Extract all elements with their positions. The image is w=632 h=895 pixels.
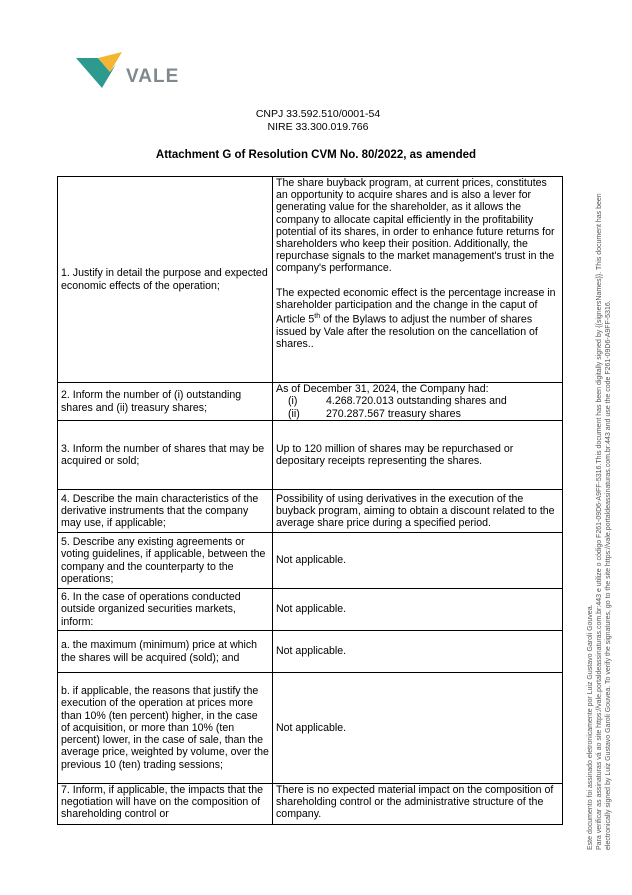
attachment-table [57,176,563,825]
signature-note: electronically signed by Luiz Gustavo Garoli Gouvea. To verify the signatures, go to the site https://vale.portaldeassinaturas.com.br:443 and use the code F261-09D6-A9FF-5316. [605,300,612,850]
table-row [58,631,563,673]
answer-cell: Possibility of using derivatives in the execution of the buyback program, aiming to obtain a discount related to the average share price during a specified period. [273,490,563,533]
answer-intro: As of December 31, 2024, the Company had: [276,383,489,396]
answer-cell: Not applicable. [273,533,563,589]
table-row [58,383,563,421]
table-row [58,589,563,631]
table-row [58,177,563,383]
question-cell: b. if applicable, the reasons that justify the execution of the operation at prices more than 10% (ten percent) higher, in the case of acquisition, or more than 10% (ten percent) lower, in the case of sale, than the average price, weighted by volume, over the previous 10 (ten) trading sessions; [58,673,273,784]
question-cell: 5. Describe any existing agreements or voting guidelines, if applicable, between the company and the counterparty to the operations; [58,533,273,589]
signature-note: Este documento foi assinado eletronicamente por Luiz Gustavo Garoli Gouvea. [587,604,594,850]
answer-cell [273,383,563,421]
logo-text: VALE [126,66,180,87]
list-item: (i) 4.268.720.013 outstanding shares and [288,395,507,408]
cnpj-line: CNPJ 33.592.510/0001-54 [255,108,381,120]
table-row [58,784,563,825]
table-row [58,421,563,490]
question-cell: 4. Describe the main characteristics of the derivative instruments that the company may use, if applicable; [58,490,273,533]
answer-cell [273,177,563,383]
question-cell: a. the maximum (minimum) price at which the shares will be acquired (sold); and [58,631,273,673]
document-title: Attachment G of Resolution CVM No. 80/2022, as amended [155,149,477,161]
nire-line: NIRE 33.300.019.766 [267,121,369,133]
question-cell: 3. Inform the number of shares that may be acquired or sold; [58,421,273,490]
list-item: (ii) 270.287.567 treasury shares [288,407,461,420]
answer-cell: Up to 120 million of shares may be repurchased or depositary receipts representing the shares. [273,421,563,490]
answer-paragraph: The share buyback program, at current prices, constitutes an opportunity to acquire shares and is also a lever for generating value for the shareholder, as it allows the company to allocate capital efficiently in the profitability potential of its shares, in order to enhance future returns for shareholders who keep their position. Additionally, the repurchase signals to the market management's trust in the company's performance. [276,177,555,275]
table-row [58,533,563,589]
answer-cell: Not applicable. [273,673,563,784]
question-cell: 1. Justify in detail the purpose and expected economic effects of the operation; [58,177,273,383]
table-row [58,673,563,784]
answer-cell: There is no expected material impact on the composition of shareholding control or the administrative structure of the company. [273,784,563,825]
question-cell: 7. Inform, if applicable, the impacts that the negotiation will have on the composition of shareholding control or [58,784,273,825]
question-cell: 2. Inform the number of (i) outstanding shares and (ii) treasury shares; [58,383,273,421]
answer-paragraph: The expected economic effect is the percentage increase in shareholder participation and the change in the caput of Article 5th of the Bylaws to adjust the number of shares issued by Vale after the resolution on the cancellation of shares.. [276,286,556,350]
signature-note: Para verificar as assinaturas vá ao site https://vale.portaldeassinaturas.com.br:443 e utilize o código F261-09D6-A9FF-5316.This document has been digitally signed by {{signersNames}}. This document has been [596,193,603,850]
table-row [58,490,563,533]
answer-cell: Not applicable. [273,631,563,673]
question-cell: 6. In the case of operations conducted outside organized securities markets, inform: [58,589,273,631]
answer-cell: Not applicable. [273,589,563,631]
